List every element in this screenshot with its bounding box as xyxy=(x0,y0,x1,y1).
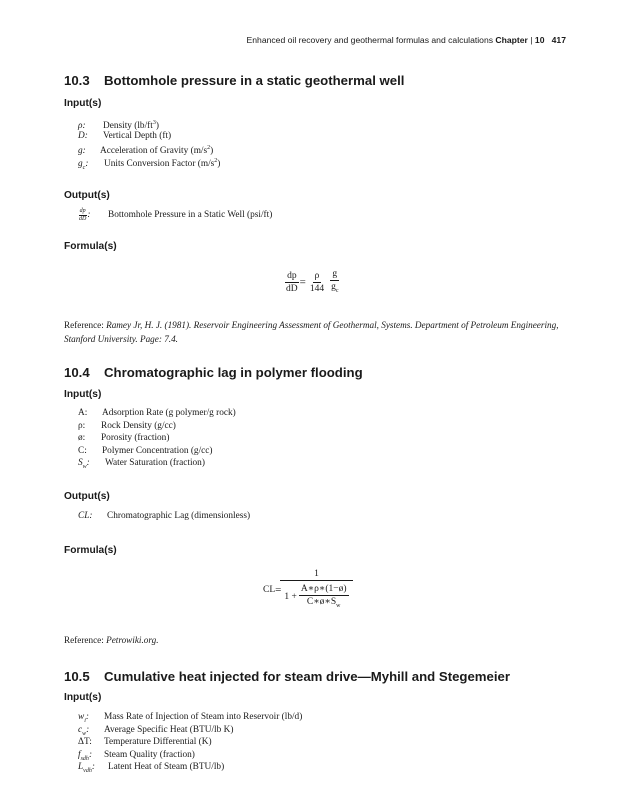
chapter-label: Chapter xyxy=(495,35,528,45)
input-description: Mass Rate of Injection of Steam into Reservoir (lb/d) xyxy=(104,712,303,722)
inputs-heading: Input(s) xyxy=(64,692,102,703)
reference-text: Ramey Jr, H. J. (1981). Reservoir Engineering Assessment of Geothermal, Systems. Department of Petroleum Engineering, Stanford University. Page: 7.4. xyxy=(64,320,559,344)
input-item xyxy=(78,117,220,130)
inputs-list xyxy=(78,711,302,774)
input-superscript: 2 xyxy=(214,157,218,164)
formula-inner-numerator: A∗ρ∗(1−ø) xyxy=(300,584,347,594)
formula-equals: = xyxy=(275,583,282,596)
formula-bottomhole-pressure xyxy=(284,268,341,297)
reference-10-4 xyxy=(64,634,569,648)
formula-g: g xyxy=(332,269,338,279)
formula-gc: $g_c$ xyxy=(331,282,339,294)
formula-equals: = xyxy=(299,276,306,289)
input-superscript: 3 xyxy=(152,120,156,126)
output-symbol: CL: xyxy=(78,511,93,521)
input-symbol: ø: xyxy=(78,433,86,444)
input-description: Latent Heat of Steam (BTU/lb) xyxy=(108,762,225,773)
output-item xyxy=(78,510,250,523)
page-number: 417 xyxy=(551,35,566,45)
outputs-list xyxy=(78,510,250,523)
output-symbol: $\frac{dp}{dD}$ : xyxy=(79,208,91,222)
formula-rho: ρ xyxy=(314,270,320,281)
input-item xyxy=(78,724,302,737)
output-description: Bottomhole Pressure in a Static Well (psi/ft) xyxy=(108,210,273,221)
input-description-tail: ) xyxy=(210,146,214,157)
inputs-heading: Input(s) xyxy=(64,389,102,400)
input-item xyxy=(78,407,236,420)
reference-10-3 xyxy=(64,319,569,346)
input-item xyxy=(78,432,236,445)
input-description: Rock Density (g/cc) xyxy=(101,420,176,431)
input-symbol: A: xyxy=(78,408,88,418)
section-title-10-3 xyxy=(64,73,404,88)
input-item xyxy=(78,761,302,774)
formula-numerator-one: 1 xyxy=(280,568,352,581)
input-symbol: g: xyxy=(78,146,86,157)
reference-label: Reference: xyxy=(64,635,104,645)
input-symbol: $g_c$: xyxy=(78,158,89,171)
input-symbol: ΔT: xyxy=(78,737,92,748)
input-symbol: $c_w$: xyxy=(78,724,90,737)
input-superscript: 2 xyxy=(207,145,211,152)
formula-heading: Formula(s) xyxy=(64,545,117,556)
output-description: Chromatographic Lag (dimensionless) xyxy=(107,511,251,521)
input-symbol: $S_w$: xyxy=(78,458,90,471)
input-description: Average Specific Heat (BTU/lb K) xyxy=(104,724,234,735)
input-item xyxy=(78,155,221,171)
input-item xyxy=(78,749,302,762)
formula-lhs: CL xyxy=(263,584,276,595)
formula-inner-denominator: $C∗ø∗S_w$ xyxy=(306,597,341,609)
input-item xyxy=(78,711,302,724)
inputs-list xyxy=(78,407,236,470)
chapter-number: 10 xyxy=(534,35,545,45)
input-symbol: D: xyxy=(78,130,88,141)
input-description: Adsorption Rate (g polymer/g rock) xyxy=(102,408,236,418)
section-title-10-5 xyxy=(64,669,510,684)
input-symbol: ρ: xyxy=(78,420,86,431)
reference-label: Reference: xyxy=(64,320,104,330)
running-header-title: Enhanced oil recovery and geothermal formulas and calculations xyxy=(246,35,494,45)
input-item xyxy=(78,130,220,143)
formula-144: 144 xyxy=(309,283,325,294)
input-item xyxy=(78,142,220,155)
section-number: 10.4 xyxy=(64,365,90,380)
input-description: Units Conversion Factor (m/s xyxy=(104,158,215,169)
formula-lhs-den: dD xyxy=(286,283,298,294)
input-item xyxy=(78,445,236,458)
input-symbol: C: xyxy=(78,445,87,456)
formula-heading: Formula(s) xyxy=(64,241,117,252)
input-description: Porosity (fraction) xyxy=(101,433,170,444)
section-title-10-4 xyxy=(64,365,363,380)
section-title-text: Cumulative heat injected for steam drive—Myhill and Stegemeier xyxy=(104,669,510,684)
input-description: Density (lb/ft xyxy=(103,121,153,132)
input-description: Polymer Concentration (g/cc) xyxy=(102,445,213,456)
section-title-text: Bottomhole pressure in a static geothermal well xyxy=(104,73,405,88)
input-description: Steam Quality (fraction) xyxy=(104,749,195,760)
section-number: 10.5 xyxy=(64,669,90,684)
input-item xyxy=(78,736,302,749)
formula-lhs-num: dp xyxy=(287,270,297,281)
input-description: Water Saturation (fraction) xyxy=(105,458,205,469)
running-header xyxy=(247,35,566,45)
input-item xyxy=(78,457,236,470)
input-symbol: $f_{sdh}$: xyxy=(78,749,93,762)
input-symbol: $L_{vdh}$: xyxy=(78,762,95,775)
outputs-heading: Output(s) xyxy=(64,190,110,201)
outputs-heading: Output(s) xyxy=(64,491,110,502)
input-item xyxy=(78,420,236,433)
input-description-tail: ) xyxy=(217,158,221,169)
input-description-tail: ) xyxy=(155,121,159,132)
input-symbol: ρ: xyxy=(78,121,86,132)
section-title-text: Chromatographic lag in polymer flooding xyxy=(104,365,363,380)
input-description: Vertical Depth (ft) xyxy=(103,130,172,141)
input-symbol: $w_i$: xyxy=(78,712,89,724)
section-number: 10.3 xyxy=(64,73,90,88)
output-item xyxy=(78,208,272,222)
header-separator: | xyxy=(530,35,533,45)
reference-text: Petrowiki.org. xyxy=(106,635,159,645)
formula-chromatographic-lag xyxy=(263,568,351,612)
input-description: Temperature Differential (K) xyxy=(104,737,212,748)
inputs-list xyxy=(78,117,221,171)
formula-one-plus: 1 + xyxy=(284,592,297,603)
outputs-list xyxy=(78,208,272,222)
inputs-heading: Input(s) xyxy=(64,98,102,109)
input-description: Acceleration of Gravity (m/s xyxy=(100,146,208,157)
